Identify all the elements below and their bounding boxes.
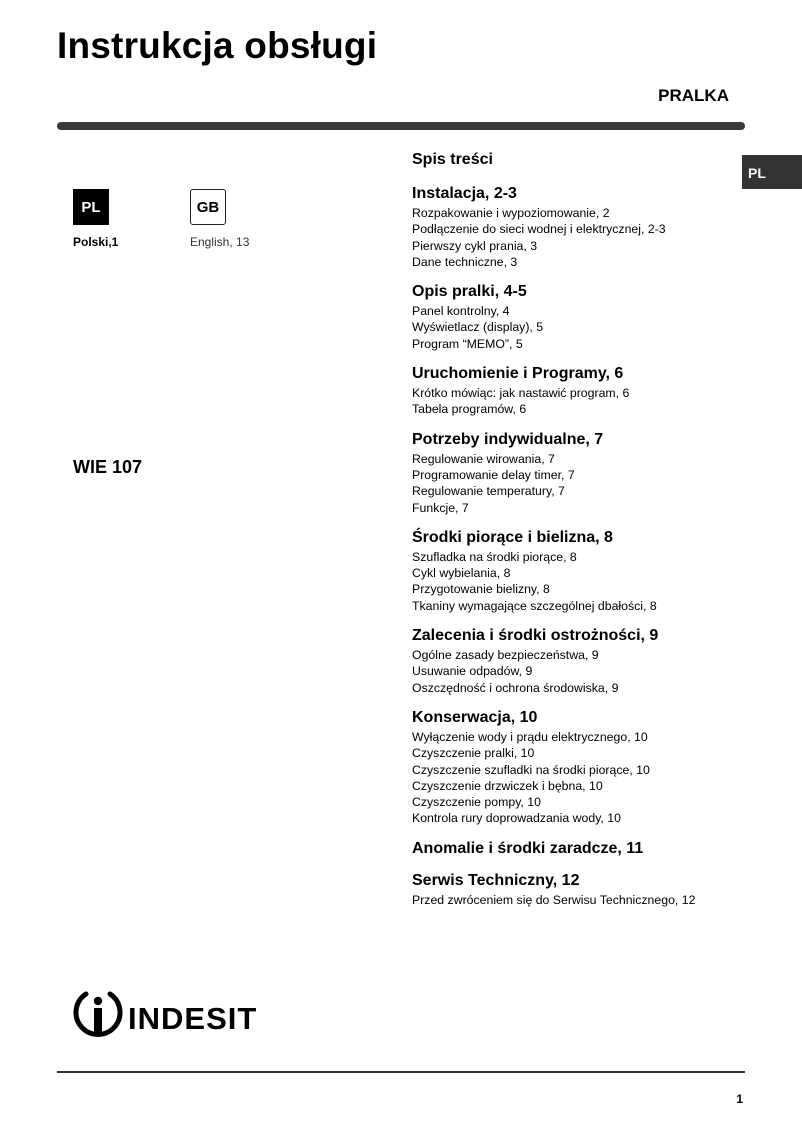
toc-item[interactable]: Program “MEMO”, 5	[412, 336, 523, 351]
language-box-pl[interactable]: PL	[73, 189, 109, 225]
language-label-gb: English, 13	[190, 235, 250, 249]
toc-item[interactable]: Cykl wybielania, 8	[412, 566, 511, 581]
toc-item[interactable]: Funkcje, 7	[412, 500, 469, 515]
toc-item[interactable]: Pierwszy cykl prania, 3	[412, 238, 538, 253]
toc-item[interactable]: Programowanie delay timer, 7	[412, 467, 575, 482]
language-label-pl: Polski,1	[73, 235, 119, 249]
toc-sections	[412, 184, 742, 908]
brand-wordmark: INDESIT	[128, 1001, 258, 1036]
language-side-tab: PL	[742, 155, 802, 189]
toc-item[interactable]: Czyszczenie drzwiczek i bębna, 10	[412, 778, 603, 793]
toc-section	[412, 430, 742, 516]
toc-section	[412, 528, 742, 614]
toc-section-title[interactable]: Zalecenia i środki ostrożności, 9	[412, 627, 659, 645]
toc-item[interactable]: Przed zwróceniem się do Serwisu Technicznego, 12	[412, 892, 696, 907]
toc-section-title[interactable]: Potrzeby indywidualne, 7	[412, 430, 604, 448]
toc-section-title[interactable]: Konserwacja, 10	[412, 708, 538, 726]
toc-item[interactable]: Wyświetlacz (display), 5	[412, 320, 544, 335]
top-divider	[57, 122, 745, 130]
toc-section-title[interactable]: Serwis Techniczny, 12	[412, 871, 580, 889]
toc-item[interactable]: Czyszczenie pralki, 10	[412, 746, 535, 761]
toc-item[interactable]: Oszczędność i ochrona środowiska, 9	[412, 680, 619, 695]
toc-section-title[interactable]: Opis pralki, 4-5	[412, 283, 527, 301]
toc-item[interactable]: Wyłączenie wody i prądu elektrycznego, 10	[412, 729, 648, 744]
toc-item[interactable]: Regulowanie wirowania, 7	[412, 451, 555, 466]
toc-item[interactable]: Dane techniczne, 3	[412, 254, 518, 269]
page-number: 1	[736, 1092, 743, 1106]
bottom-divider	[57, 1071, 745, 1073]
logo-circle-i-icon	[76, 994, 120, 1034]
page-title: Instrukcja obsługi	[57, 25, 378, 66]
language-box-gb[interactable]: GB	[190, 189, 226, 225]
toc-item[interactable]: Czyszczenie pompy, 10	[412, 795, 541, 810]
toc-item[interactable]: Regulowanie temperatury, 7	[412, 484, 565, 499]
toc-item[interactable]: Czyszczenie szufladki na środki piorące, 10	[412, 762, 650, 777]
toc-section	[412, 708, 742, 827]
toc-item[interactable]: Rozpakowanie i wypoziomowanie, 2	[412, 206, 610, 220]
toc-item[interactable]: Ogólne zasady bezpieczeństwa, 9	[412, 648, 599, 663]
toc-section	[412, 626, 742, 696]
toc-section-title[interactable]: Środki piorące i bielizna, 8	[412, 528, 613, 546]
toc-item[interactable]: Krótko mówiąc: jak nastawić program, 6	[412, 386, 630, 401]
toc-item[interactable]: Tabela programów, 6	[412, 402, 527, 417]
toc-section-title[interactable]: Uruchomienie i Programy, 6	[412, 365, 624, 383]
toc-heading: Spis treści	[412, 151, 493, 168]
toc-item[interactable]: Panel kontrolny, 4	[412, 304, 510, 319]
toc-section	[412, 184, 742, 270]
toc-item[interactable]: Kontrola rury doprowadzania wody, 10	[412, 811, 621, 826]
product-label: PRALKA	[658, 86, 729, 105]
toc-section-title[interactable]: Instalacja, 2-3	[412, 185, 517, 202]
toc-item[interactable]: Tkaniny wymagające szczególnej dbałości, 8	[412, 598, 657, 613]
toc-item[interactable]: Podłączenie do sieci wodnej i elektrycznej, 2-3	[412, 222, 666, 237]
model-number: WIE 107	[73, 457, 143, 477]
toc-section	[412, 364, 742, 418]
toc-item[interactable]: Szufladka na środki piorące, 8	[412, 549, 577, 564]
indesit-logo	[72, 987, 267, 1039]
table-of-contents	[412, 150, 742, 920]
toc-section-title[interactable]: Anomalie i środki zaradcze, 11	[412, 839, 644, 857]
toc-section	[412, 871, 742, 908]
toc-item[interactable]: Przygotowanie bielizny, 8	[412, 582, 550, 597]
toc-item[interactable]: Usuwanie odpadów, 9	[412, 664, 533, 679]
toc-section	[412, 839, 742, 859]
toc-section	[412, 282, 742, 352]
